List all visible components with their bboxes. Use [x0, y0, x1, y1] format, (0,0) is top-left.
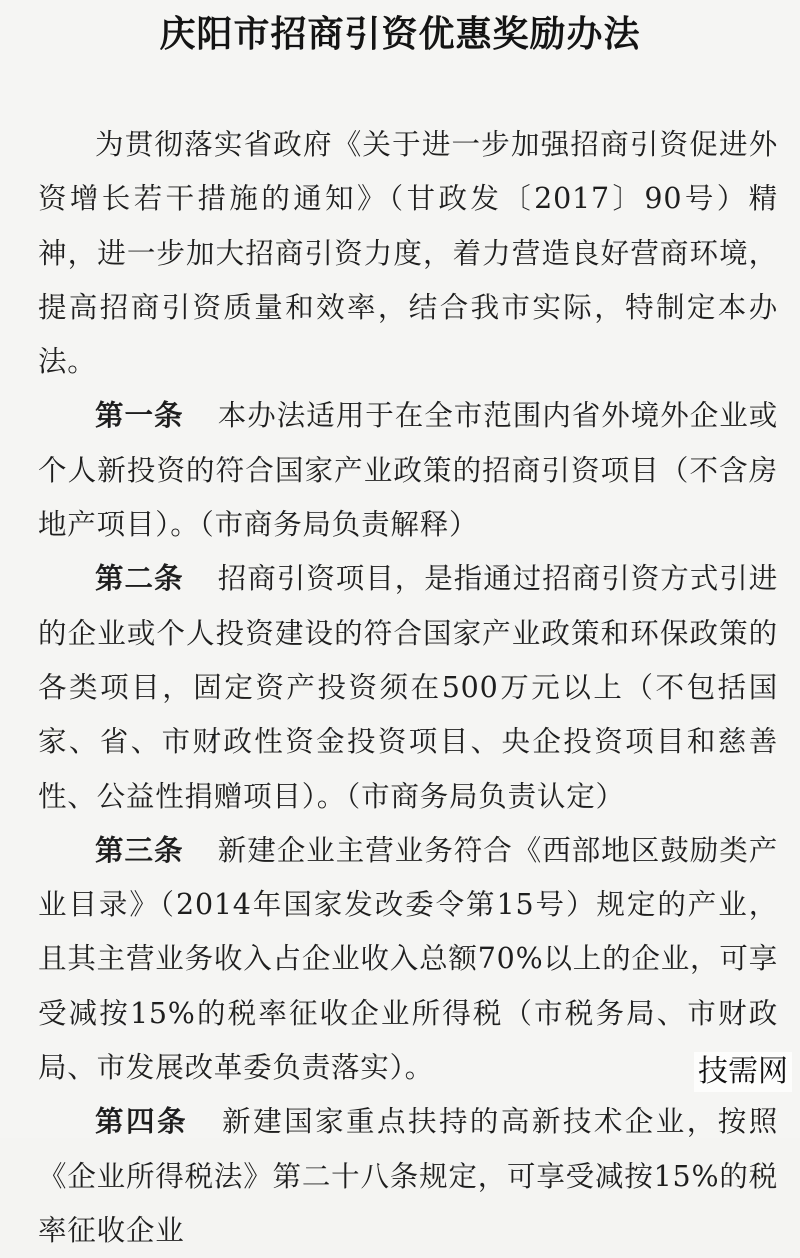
article-paragraph — [38, 824, 778, 1095]
article-text: 新建企业主营业务符合《西部地区鼓励类产业目录》（2014年国家发改委令第15号）规定的产业，且其主营业务收入占企业收入总额70%以上的企业，可享受减按15%的税率征收企业所得税（市税务局、市财政局、市发展改革委负责落实）。 — [38, 833, 779, 1085]
article-paragraph — [38, 552, 778, 823]
article-text: 招商引资项目，是指通过招商引资方式引进的企业或个人投资建设的符合国家产业政策和环保政策的各类项目，固定资产投资须在500万元以上（不包括国家、省、市财政性资金投资项目、央企投资项目和慈善性、公益性捐赠项目）。（市商务局负责认定） — [38, 562, 779, 813]
document-body — [38, 118, 778, 1258]
article-label: 第一条 — [95, 399, 184, 433]
preamble-paragraph: 为贯彻落实省政府《关于进一步加强招商引资促进外资增长若干措施的通知》（甘政发〔2017〕90号）精神，进一步加大招商引资力度，着力营造良好营商环境，提高招商引资质量和效率，结合我市实际，特制定本办法。 — [38, 128, 778, 379]
article-label: 第三条 — [95, 833, 184, 867]
document-title: 庆阳市招商引资优惠奖励办法 — [159, 14, 641, 55]
watermark-logo: 技需网 — [694, 1052, 792, 1092]
article-label: 第四条 — [95, 1105, 188, 1139]
article-text: 新建国家重点扶持的高新技术企业，按照《企业所得税法》第二十八条规定，可享受减按15%的税率征收企业 — [38, 1105, 779, 1247]
article-text: 本办法适用于在全市范围内省外境外企业或个人新投资的符合国家产业政策的招商引资项目（不含房地产项目）。（市商务局负责解释） — [38, 399, 779, 542]
article-paragraph — [38, 389, 778, 552]
article-label: 第二条 — [95, 562, 184, 596]
article-paragraph — [38, 1095, 778, 1258]
